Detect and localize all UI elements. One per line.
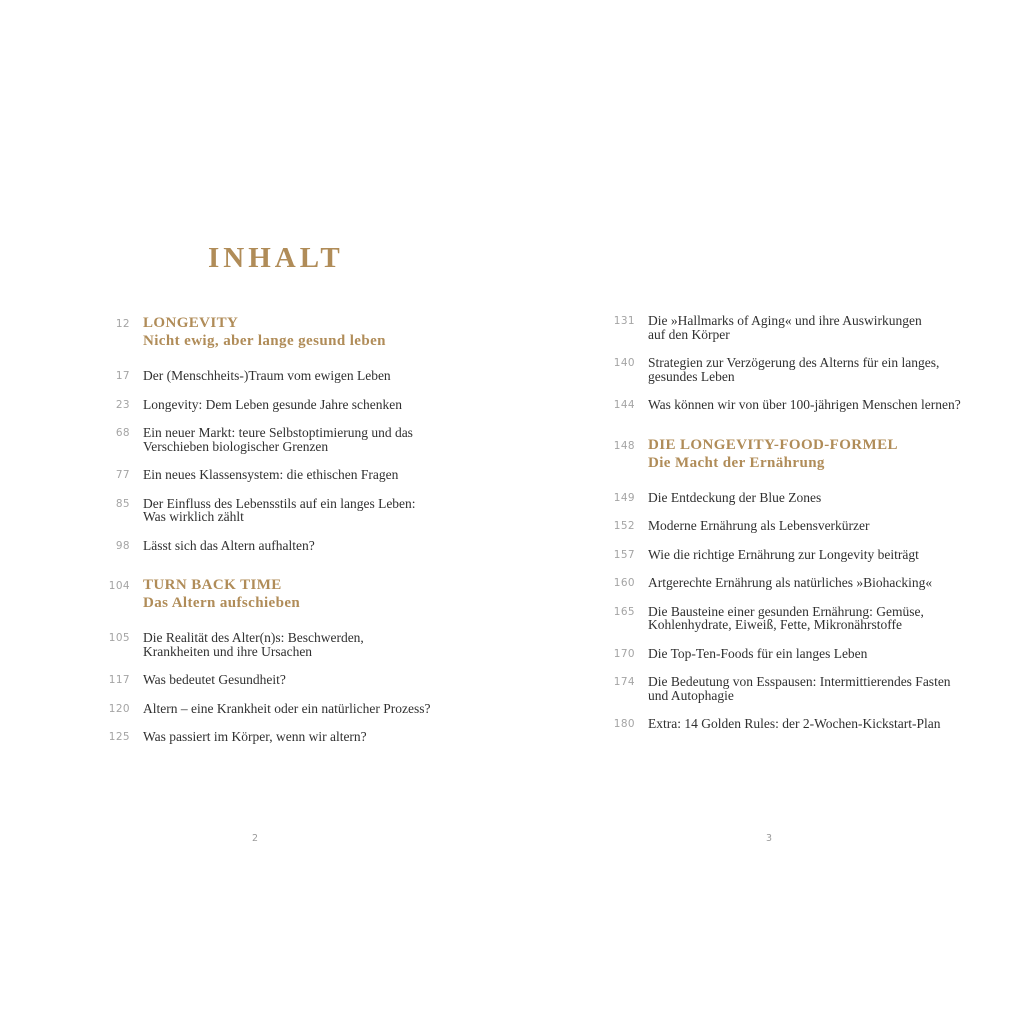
toc-entry-page-ref: 170 xyxy=(613,647,635,660)
toc-entry xyxy=(600,519,940,533)
toc-text-line: Die Entdeckung der Blue Zones xyxy=(648,489,822,505)
toc-entry-page-ref: 180 xyxy=(613,718,635,730)
toc-entry-title xyxy=(648,398,961,412)
toc-entry-page-ref: 17 xyxy=(115,370,130,382)
toc-text-line: LONGEVITY xyxy=(143,315,239,331)
toc-entry xyxy=(600,548,940,562)
toc-entry-title xyxy=(143,398,402,412)
toc-section-entry xyxy=(600,436,940,472)
toc-entry-page-ref: 131 xyxy=(613,315,635,327)
toc-entry-page-ref: 85 xyxy=(115,497,130,510)
toc-entry xyxy=(95,539,425,553)
toc-text-line: Moderne Ernährung als Lebensverkürzer xyxy=(648,518,870,533)
toc-entry-title xyxy=(143,730,367,744)
toc-section-title xyxy=(143,314,386,350)
toc-entry xyxy=(600,576,940,590)
toc-text-line: Was können wir von über 100-jährigen Menschen lernen? xyxy=(648,397,961,412)
toc-entry-page-ref: 144 xyxy=(613,399,635,411)
toc-text-line: Ein neues Klassensystem: die ethischen Fragen xyxy=(143,467,399,482)
toc-entry xyxy=(600,491,940,505)
toc-entry-title xyxy=(648,675,951,702)
page-number-left: 2 xyxy=(251,833,259,844)
toc-text-line: gesundes Leben xyxy=(648,368,735,384)
toc-text-line: Longevity: Dem Leben gesunde Jahre schenken xyxy=(143,396,403,412)
toc-entry-title xyxy=(143,631,364,658)
toc-text-line: Artgerechte Ernährung als natürliches »Biohacking« xyxy=(648,575,933,590)
toc-entry-title xyxy=(143,702,431,716)
toc-text-line: Der Einfluss des Lebensstils auf ein langes Leben: xyxy=(143,495,416,511)
toc-entry-title xyxy=(648,356,939,383)
toc-entry xyxy=(95,730,425,744)
toc-entry xyxy=(600,717,940,731)
toc-entry-title xyxy=(648,491,821,505)
toc-entry-page-ref: 140 xyxy=(613,357,635,369)
toc-text-line: Extra: 14 Golden Rules: der 2-Wochen-Kickstart-Plan xyxy=(648,716,941,731)
toc-entry-page-ref: 117 xyxy=(108,674,130,686)
toc-text-line: Was bedeutet Gesundheit? xyxy=(143,672,286,687)
toc-entry-page-ref: 174 xyxy=(613,676,635,688)
toc-text-line: Krankheiten und ihre Ursachen xyxy=(143,643,313,659)
toc-entry xyxy=(95,468,425,482)
toc-entry xyxy=(95,426,425,453)
toc-text-line: Wie die richtige Ernährung zur Longevity beiträgt xyxy=(648,546,919,562)
toc-text-line: Ein neuer Markt: teure Selbstoptimierung und das xyxy=(143,425,413,440)
toc-entry-title xyxy=(648,647,867,661)
toc-entry-title xyxy=(143,539,315,553)
toc-entry-page-ref: 23 xyxy=(115,398,130,411)
toc-text-line: Der (Menschheits-)Traum vom ewigen Leben xyxy=(143,368,391,383)
toc-entry xyxy=(600,356,940,383)
toc-entry xyxy=(95,673,425,687)
toc-text-line: Was passiert im Körper, wenn wir altern? xyxy=(143,729,367,744)
toc-text-line: Die Bedeutung von Esspausen: Intermittierendes Fasten xyxy=(648,674,951,689)
toc-text-line: DIE LONGEVITY-FOOD-FORMEL xyxy=(648,436,898,453)
toc-text-line: Kohlenhydrate, Eiweiß, Fette, Mikronährstoffe xyxy=(648,617,902,632)
toc-entry xyxy=(95,631,425,658)
toc-text-line: Die Top-Ten-Foods für ein langes Leben xyxy=(648,645,868,661)
toc-entry-page-ref: 125 xyxy=(108,731,130,743)
toc-entry-page-ref: 12 xyxy=(115,318,130,330)
toc-column-left xyxy=(95,314,431,759)
toc-entry-title xyxy=(648,548,919,562)
toc-text-line: Lässt sich das Altern aufhalten? xyxy=(143,537,315,553)
toc-entry-page-ref: 104 xyxy=(108,580,130,592)
toc-entry xyxy=(95,700,431,716)
toc-text-line: Verschieben biologischer Grenzen xyxy=(143,438,329,454)
toc-entry-title xyxy=(143,468,398,482)
toc-entry xyxy=(600,314,940,341)
toc-entry-title xyxy=(648,605,924,632)
toc-section-entry xyxy=(95,576,425,612)
toc-entry-page-ref: 68 xyxy=(115,427,130,439)
toc-section-title xyxy=(648,436,898,472)
toc-entry-page-ref: 120 xyxy=(108,702,130,715)
toc-entry-page-ref: 152 xyxy=(613,520,635,532)
toc-entry xyxy=(95,497,425,524)
toc-entry-page-ref: 165 xyxy=(613,605,635,618)
toc-entry-title xyxy=(143,673,286,687)
toc-text-line: Strategien zur Verzögerung des Alterns für ein langes, xyxy=(648,355,940,370)
toc-text-line: und Autophagie xyxy=(648,687,734,703)
toc-entry-page-ref: 98 xyxy=(115,539,130,552)
toc-text-line: TURN BACK TIME xyxy=(143,577,282,593)
toc-text-line: Die Macht der Ernährung xyxy=(648,454,825,471)
toc-text-line: Die Realität des Alter(n)s: Beschwerden, xyxy=(143,630,364,645)
toc-section-entry xyxy=(95,314,425,350)
toc-entry xyxy=(95,398,425,412)
toc-entry-page-ref: 160 xyxy=(613,577,635,589)
toc-entry-page-ref: 77 xyxy=(115,469,130,481)
toc-entry xyxy=(600,674,951,703)
toc-text-line: Die »Hallmarks of Aging« und ihre Auswirkungen xyxy=(648,313,922,328)
toc-entry-title xyxy=(648,576,932,590)
page-number-right: 3 xyxy=(765,833,773,844)
toc-text-line: Was wirklich zählt xyxy=(143,509,244,524)
toc-entry-title xyxy=(648,314,922,341)
toc-text-line: auf den Körper xyxy=(648,326,730,342)
toc-entry-title xyxy=(143,497,416,524)
toc-entry xyxy=(95,369,425,383)
toc-text-line: Altern – eine Krankheit oder ein natürlicher Prozess? xyxy=(143,700,431,716)
toc-entry-page-ref: 105 xyxy=(108,632,130,644)
toc-entry-page-ref: 157 xyxy=(613,548,635,561)
toc-entry xyxy=(600,605,940,632)
toc-text-line: Nicht ewig, aber lange gesund leben xyxy=(143,333,386,349)
toc-entry-title xyxy=(143,426,413,453)
toc-section-title xyxy=(143,576,300,612)
toc-text-line: Das Altern aufschieben xyxy=(143,595,301,611)
toc-entry-title xyxy=(648,717,940,731)
toc-column-right xyxy=(600,313,961,746)
toc-entry-page-ref: 148 xyxy=(613,439,635,452)
toc-entry-title xyxy=(648,519,870,533)
toc-entry-page-ref: 149 xyxy=(613,491,635,504)
toc-entry xyxy=(600,397,961,412)
page-title: INHALT xyxy=(208,242,344,274)
toc-entry-title xyxy=(143,369,391,383)
toc-text-line: Die Bausteine einer gesunden Ernährung: Gemüse, xyxy=(648,603,924,619)
toc-entry xyxy=(600,647,940,661)
